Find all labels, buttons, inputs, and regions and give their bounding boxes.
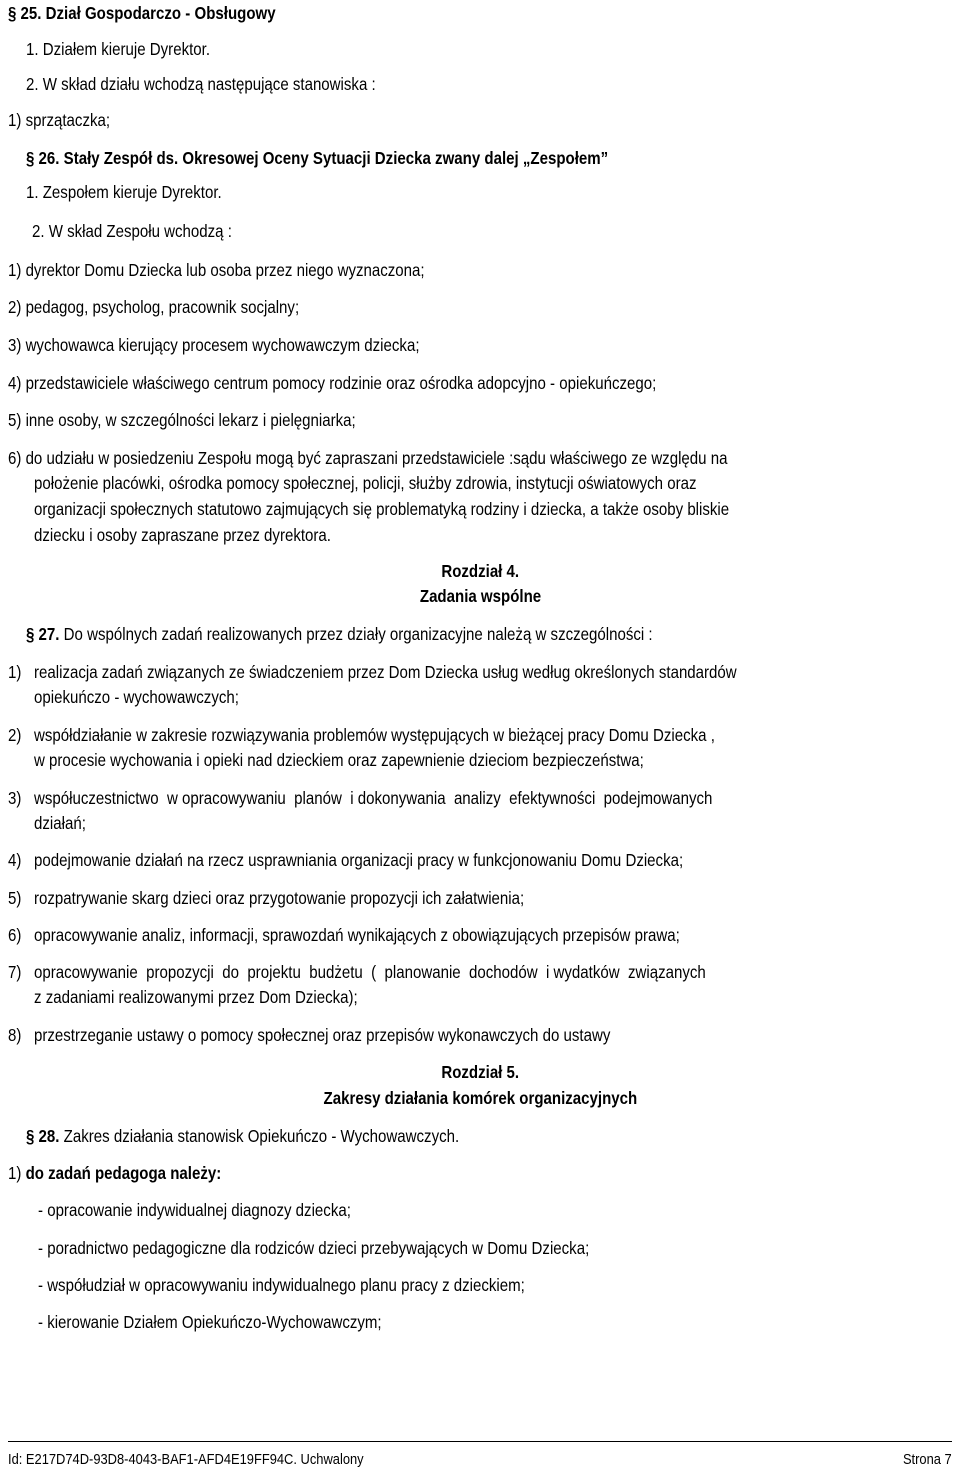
footer-page-number: Strona 7 [903,1451,952,1468]
section-28-text: Zakres działania stanowisk Opiekuńczo - Wychowawczych. [63,1126,460,1146]
section-26-item-6-line-1: 6) do udziału w posiedzeniu Zespołu mogą być zapraszani przedstawiciele :sądu właściwego ze względu na [8,448,728,468]
s27-item-4-num: 4) [8,850,22,870]
s27-item-4-line-1: podejmowanie działań na rzecz usprawniania organizacji pracy w funkcjonowaniu Domu Dziecka; [34,850,684,870]
chapter-4-title: Zadania wspólne [419,586,541,606]
section-27-intro [26,622,653,646]
section-26-item-5: 5) inne osoby, w szczególności lekarz i pielęgniarka; [8,410,356,430]
section-26-item-6-line-2: położenie placówki, ośrodka pomocy społecznej, policji, służby zdrowia, instytucji oświatowych oraz [34,473,697,493]
section-25-heading: § 25. Dział Gospodarczo - Obsługowy [8,3,276,23]
s27-item-3-line-2: działań; [34,813,86,833]
section-26-item-3: 3) wychowawca kierujący procesem wychowawczym dziecka; [8,335,420,355]
section-26-point-1: 1. Zespołem kieruje Dyrektor. [26,182,222,202]
chapter-5-title: Zakresy działania komórek organizacyjnych [323,1088,637,1108]
footer-divider [8,1441,952,1442]
s28-item-1-num: 1) [8,1163,22,1183]
s27-item-7-line-1: opracowywanie propozycji do projektu budżetu ( planowanie dochodów i wydatków związanych [34,962,706,982]
section-26-item-6-line-3: organizacji społecznych statutowo zajmujących się problematyką rodziny i dziecka, a także osoby bliskie [34,499,730,519]
s27-item-1-line-2: opiekuńczo - wychowawczych; [34,687,239,707]
s28-item-1 [8,1161,221,1185]
section-25-item-1: 1) sprzątaczka; [8,110,111,130]
section-25-point-1: 1. Działem kieruje Dyrektor. [26,39,211,59]
footer-document-id: Id: E217D74D-93D8-4043-BAF1-AFD4E19FF94C. Uchwalony [8,1451,364,1468]
section-26-item-1: 1) dyrektor Domu Dziecka lub osoba przez niego wyznaczona; [8,260,425,280]
s28-task-4: - kierowanie Działem Opiekuńczo-Wychowawczym; [38,1312,382,1332]
section-28-sign: § 28. [26,1126,60,1146]
s27-item-3-line-1: współuczestnictwo w opracowywaniu planów i dokonywania analizy efektywności podejmowanych [34,788,713,808]
s27-item-1-line-1: realizacja zadań związanych ze świadczeniem przez Dom Dziecka usług według określonych standardów [34,662,737,682]
s28-item-1-text: do zadań pedagoga należy: [25,1163,222,1183]
s27-item-2-num: 2) [8,725,22,745]
chapter-4-label: Rozdział 4. [441,561,519,581]
s27-item-7-num: 7) [8,962,22,982]
s27-item-6-num: 6) [8,925,22,945]
section-28-intro [26,1124,459,1148]
section-26-point-2: 2. W skład Zespołu wchodzą : [32,221,232,241]
s27-item-8-line-1: przestrzeganie ustawy o pomocy społecznej oraz przepisów wykonawczych do ustawy [34,1025,611,1045]
section-27-text: Do wspólnych zadań realizowanych przez działy organizacyjne należą w szczególności : [63,624,653,644]
s28-task-1: - opracowanie indywidualnej diagnozy dziecka; [38,1200,351,1220]
section-26-item-4: 4) przedstawiciele właściwego centrum pomocy rodzinie oraz ośrodka adopcyjno - opiekuńczego; [8,373,657,393]
section-25-point-2: 2. W skład działu wchodzą następujące stanowiska : [26,74,376,94]
section-27-sign: § 27. [26,624,60,644]
s27-item-3-num: 3) [8,788,22,808]
s27-item-2-line-1: współdziałanie w zakresie rozwiązywania problemów występujących w bieżącej pracy Domu Dziecka , [34,725,715,745]
s27-item-7-line-2: z zadaniami realizowanymi przez Dom Dziecka); [34,987,358,1007]
section-26-heading: § 26. Stały Zespół ds. Okresowej Oceny Sytuacji Dziecka zwany dalej „Zespołem” [26,148,609,168]
s28-task-2: - poradnictwo pedagogiczne dla rodziców dzieci przebywających w Domu Dziecka; [38,1238,590,1258]
s27-item-8-num: 8) [8,1025,22,1045]
section-26-item-2: 2) pedagog, psycholog, pracownik socjalny; [8,297,300,317]
s27-item-2-line-2: w procesie wychowania i opieki nad dzieckiem oraz zapewnienie dzieciom bezpieczeństwa; [34,750,644,770]
s27-item-6-line-1: opracowywanie analiz, informacji, sprawozdań wynikających z obowiązujących przepisów prawa; [34,925,680,945]
s27-item-1-num: 1) [8,662,22,682]
s27-item-5-num: 5) [8,888,22,908]
chapter-5-label: Rozdział 5. [441,1062,519,1082]
s27-item-5-line-1: rozpatrywanie skarg dzieci oraz przygotowanie propozycji ich załatwienia; [34,888,525,908]
section-26-item-6-line-4: dziecku i osoby zapraszane przez dyrektora. [34,525,331,545]
s28-task-3: - współudział w opracowywaniu indywidualnego planu pracy z dzieckiem; [38,1275,525,1295]
